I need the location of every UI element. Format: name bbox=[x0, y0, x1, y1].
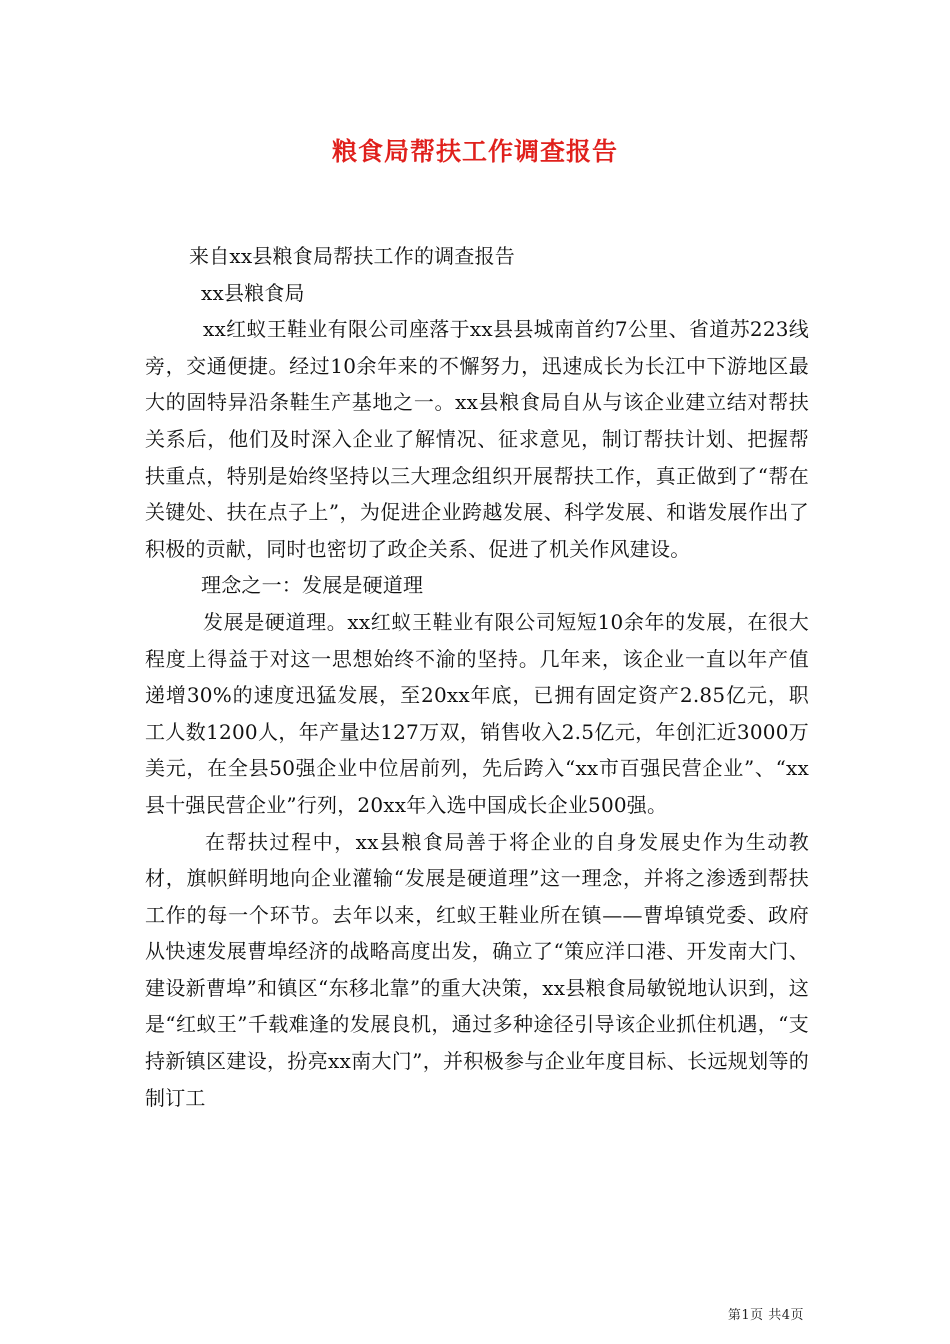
page-number: 第1页 共4页 bbox=[727, 1308, 804, 1323]
paragraph-development: 发展是硬道理。xx红蚁王鞋业有限公司短短10余年的发展，在很大程度上得益于对这一思想始终不渝的坚持。几年来，该企业一直以年产值递增30%的速度迅猛发展，至20xx年底，已拥有固定资产2.85亿元，职工人数1200人，年产量达127万双，销售收入2.5亿元，年创汇近3000万美元，在全县50强企业中位居前列，先后跨入“xx市百强民营企业”、“xx县十强民营企业”行列，20xx年入选中国成长企业500强。 bbox=[145, 609, 809, 817]
report-subtitle: 来自xx县粮食局帮扶工作的调查报告 bbox=[189, 244, 515, 268]
report-author: xx县粮食局 bbox=[201, 280, 305, 305]
document-body bbox=[145, 238, 809, 1116]
paragraph-assistance: 在帮扶过程中，xx县粮食局善于将企业的自身发展史作为生动教材，旗帜鲜明地向企业灌输“发展是硬道理”这一理念，并将之渗透到帮扶工作的每一个环节。去年以来，红蚁王鞋业所在镇——曹埠镇党委、政府从快速发展曹埠经济的战略高度出发，确立了“策应洋口港、开发南大门、建设新曹埠”和镇区“东移北靠”的重大决策，xx县粮食局敏锐地认识到，这是“红蚁王”千载难逢的发展良机，通过多种途径引导该企业抓住机遇，“支持新镇区建设，扮亮xx南大门”，并积极参与企业年度目标、长远规划等的制订工 bbox=[145, 829, 809, 1110]
section-heading-1: 理念之一：发展是硬道理 bbox=[201, 573, 424, 598]
document-title: 粮食局帮扶工作调查报告 bbox=[331, 137, 618, 166]
paragraph-intro: xx红蚁王鞋业有限公司座落于xx县县城南首约7公里、省道苏223线旁，交通便捷。经过10余年来的不懈努力，迅速成长为长江中下游地区最大的固特异沿条鞋生产基地之一。xx县粮食局自从与该企业建立结对帮扶关系后，他们及时深入企业了解情况、征求意见，制订帮扶计划、把握帮扶重点，特别是始终坚持以三大理念组织开展帮扶工作，真正做到了“帮在关键处、扶在点子上”，为促进企业跨越发展、科学发展、和谐发展作出了积极的贡献，同时也密切了政企关系、促进了机关作风建设。 bbox=[145, 317, 809, 561]
